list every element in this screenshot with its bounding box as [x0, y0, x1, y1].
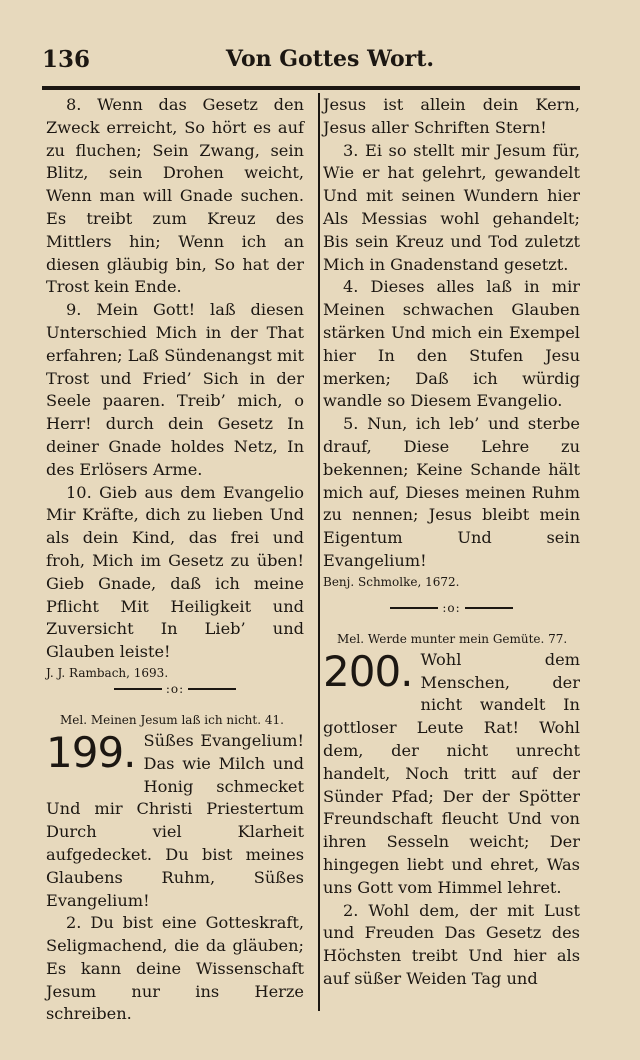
- hymn-number: 200.: [323, 646, 413, 696]
- melody-note: Mel. Werde munter mein Gemüte. 77.: [337, 631, 568, 646]
- ornament-divider: :o:: [323, 601, 580, 615]
- header-rule: [42, 86, 580, 90]
- verse-3: 3. Ei so stellt mir Jesum für, Wie er hat gelehrt, gewandelt Und mit seinen Wundern hier Als Messias wohl gehandelt; Bis sein Kreuz und Tod zuletzt Mich in Gnadenstand gesetzt.: [323, 140, 580, 274]
- ornament-divider: :o:: [46, 682, 304, 696]
- hymn-200-verse-2: 2. Wohl dem, der mit Lust und Freuden Das Gesetz des Höchsten treibt Und hier als auf süßer Weiden Tag und: [323, 900, 580, 988]
- melody-note: Mel. Meinen Jesum laß ich nicht. 41.: [60, 712, 284, 727]
- verse-4: 4. Dieses alles laß in mir Meinen schwachen Glauben stärken Und mich ein Exempel hier In den Stufen Jesu merken; Daß ich würdig wandle so Diesem Evangelio.: [323, 277, 580, 411]
- left-column: [46, 94, 304, 1026]
- hymn-199: [46, 727, 304, 912]
- column-divider: [318, 93, 320, 1011]
- hymn-number: 199.: [46, 727, 136, 777]
- right-column: [323, 94, 580, 991]
- page-number: 136: [42, 46, 91, 73]
- hymn-199-verse-2: 2. Du bist eine Gotteskraft, Seligmachend, die da gläuben; Es kann deine Wissenschaft Jesum nur ins Herze schreiben.: [46, 913, 304, 1024]
- attribution-rambach: J. J. Rambach, 1693.: [46, 665, 169, 680]
- attribution-schmolke: Benj. Schmolke, 1672.: [323, 574, 460, 589]
- hymn-199-verse-1: Süßes Evangelium! Das wie Milch und Honig schmecket Und mir Christi Priestertum Durch viel Klarheit aufgedecket. Du bist meines Glaubens Ruhm, Süßes Evangelium!: [46, 730, 304, 910]
- verse-8: 8. Wenn das Gesetz den Zweck erreicht, So hört es auf zu fluchen; Sein Zwang, sein Blitz, sein Drohen weicht, Wenn man will Gnade suchen. Es treibt zum Kreuz des Mittlers hin; Wenn ich an diesen gläubig bin, So hat der Trost kein Ende.: [46, 95, 304, 297]
- hymn-200: [323, 646, 580, 900]
- hymn-200-verse-1: Wohl dem Menschen, der nicht wandelt In gottloser Leute Rat! Wohl dem, der nicht unrecht handelt, Noch tritt auf der Sünder Pfad; Der der Spötter Freundschaft fleucht Und von ihren Sesseln weicht; Der hingegen liebt und ehret, Was uns Gott vom Himmel lehret.: [323, 649, 580, 897]
- running-title: Von Gottes Wort.: [225, 46, 435, 72]
- verse-5: 5. Nun, ich leb’ und sterbe drauf, Diese Lehre zu bekennen; Keine Schande hält mich auf, Dieses meinen Ruhm zu nennen; Jesus bleibt mein Eigentum Und sein Evangelium!: [323, 414, 580, 570]
- verse-9: 9. Mein Gott! laß diesen Unterschied Mich in der That erfahren; Laß Sündenangst mit Trost und Fried’ Sich in der Seele paaren. Treib’ mich, o Herr! durch dein Gesetz In deiner Gnade holdes Netz, In des Erlösers Arme.: [46, 300, 304, 479]
- verse-continuation: Jesus ist allein dein Kern, Jesus aller Schriften Stern!: [323, 95, 580, 137]
- verse-10: 10. Gieb aus dem Evangelio Mir Kräfte, dich zu lieben Und als dein Kind, das frei und froh, Mich im Gesetz zu üben! Gieb Gnade, daß ich meine Pflicht Mit Heiligkeit und Zuversicht In Lieb’ und Glauben leiste!: [46, 482, 304, 662]
